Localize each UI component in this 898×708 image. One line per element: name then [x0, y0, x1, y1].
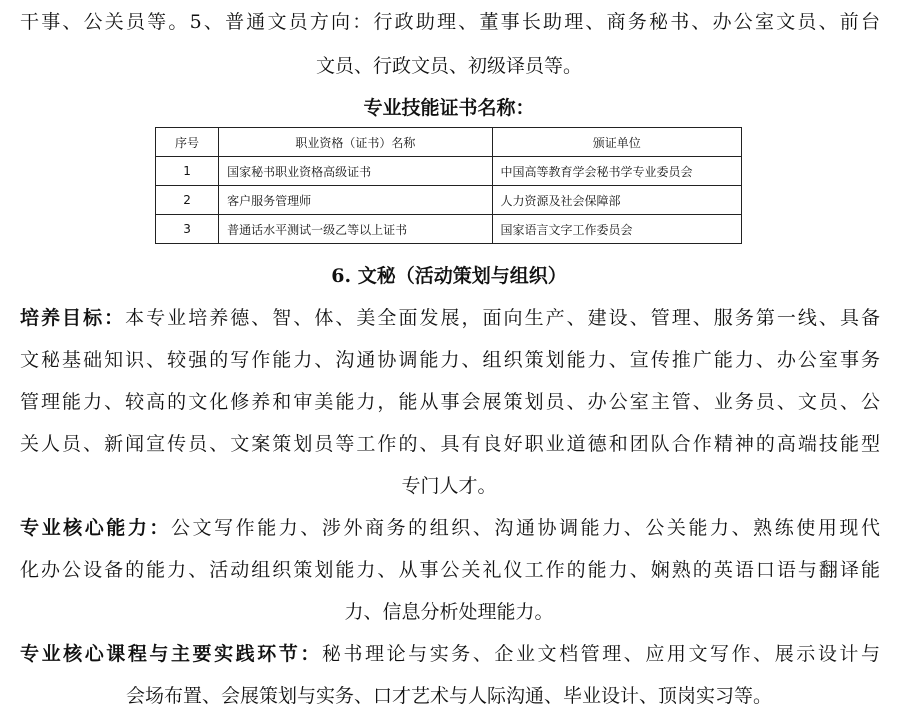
goal-text: 本专业培养德、智、体、美全面发展，面向生产、建设、管理、服务第一线、具备: [125, 307, 880, 329]
cell-no: 3: [156, 215, 219, 244]
cert-heading: 专业技能证书名称：: [363, 97, 535, 119]
core-ability-line: 化办公设备的能力、活动组织策划能力、从事公关礼仪工作的能力、娴熟的英语口语与翻译能: [20, 559, 880, 581]
cell-cert-name: 国家秘书职业资格高级证书: [219, 157, 492, 186]
table-row: [156, 157, 742, 186]
table-header-row: [156, 128, 742, 157]
core-ability-line: [20, 516, 880, 540]
section-title: 6. 文秘（活动策划与组织）: [331, 265, 567, 287]
header-cert-name: 职业资格（证书）名称: [219, 128, 492, 157]
core-ability-text: 公文写作能力、涉外商务的组织、沟通协调能力、公关能力、熟练使用现代: [170, 517, 880, 539]
cell-issuer: 国家语言文字工作委员会: [492, 215, 741, 244]
header-issuer: 颁证单位: [492, 128, 741, 157]
goal-line: 专门人才。: [401, 475, 497, 497]
table-row: [156, 186, 742, 215]
goal-line: 关人员、新闻宣传员、文案策划员等工作的、具有良好职业道德和团队合作精神的高端技能型: [20, 433, 880, 455]
cell-cert-name: 普通话水平测试一级乙等以上证书: [219, 215, 492, 244]
core-courses-line: 会场布置、会展策划与实务、口才艺术与人际沟通、毕业设计、顶岗实习等。: [125, 685, 772, 707]
paragraph-line: 干事、公关员等。5、普通文员方向：行政助理、董事长助理、商务秘书、办公室文员、前台: [20, 11, 880, 33]
core-ability-label: 专业核心能力：: [20, 517, 171, 539]
cell-cert-name: 客户服务管理师: [219, 186, 492, 215]
cell-issuer: 中国高等教育学会秘书学专业委员会: [492, 157, 741, 186]
cell-no: 2: [156, 186, 219, 215]
goal-label: 培养目标：: [20, 307, 126, 329]
table-row: [156, 215, 742, 244]
core-courses-label: 专业核心课程与主要实践环节：: [20, 643, 322, 665]
core-ability-line: 力、信息分析处理能力。: [344, 601, 554, 623]
core-courses-text: 秘书理论与实务、企业文档管理、应用文写作、展示设计与: [321, 643, 880, 665]
goal-line: [20, 306, 880, 330]
cell-no: 1: [156, 157, 219, 186]
header-no: 序号: [156, 128, 219, 157]
goal-line: 文秘基础知识、较强的写作能力、沟通协调能力、组织策划能力、宣传推广能力、办公室事务: [20, 349, 880, 371]
cell-issuer: 人力资源及社会保障部: [492, 186, 741, 215]
paragraph-line: 文员、行政文员、初级译员等。: [315, 55, 582, 77]
goal-line: 管理能力、较高的文化修养和审美能力，能从事会展策划员、办公室主管、业务员、文员、公: [20, 391, 880, 413]
cert-table: [155, 127, 742, 244]
core-courses-line: [20, 642, 880, 666]
